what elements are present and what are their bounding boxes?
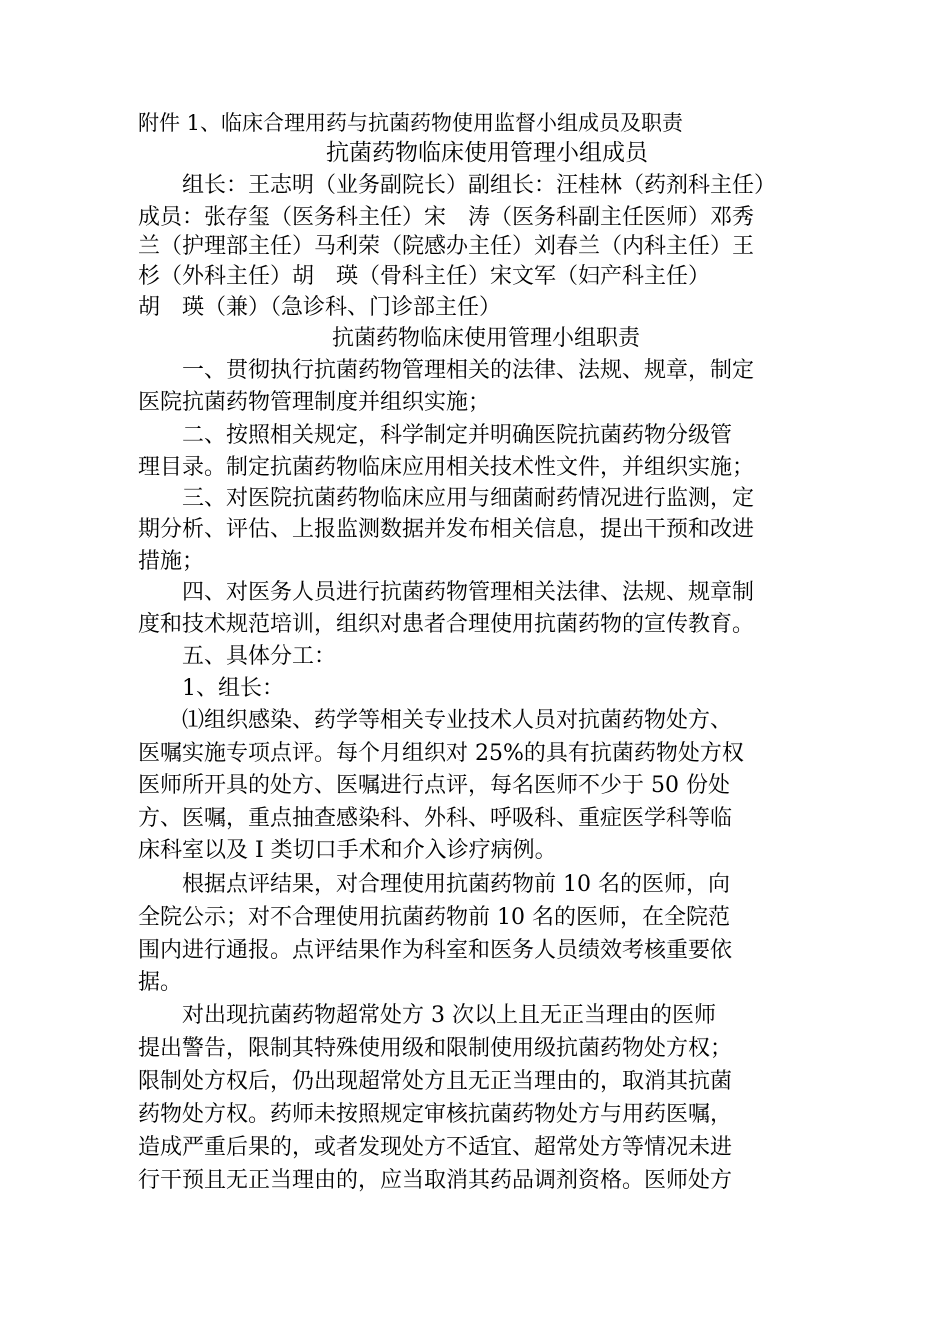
duty-line: 期分析、评估、上报监测数据并发布相关信息，提出干预和改进 <box>138 517 755 542</box>
members-line: 组长：王志明（业务副院长）副组长：汪桂林（药剂科主任） <box>182 173 777 198</box>
duty-line: 提出警告，限制其特殊使用级和限制使用级抗菌药物处方权； <box>138 1036 733 1061</box>
duty-line: 医嘱实施专项点评。每个月组织对 25%的具有抗菌药物处方权 <box>138 741 744 766</box>
duty-line: 四、对医务人员进行抗菌药物管理相关法律、法规、规章制 <box>182 580 755 605</box>
duty-line: 药物处方权。药师未按照规定审核抗菌药物处方与用药医嘱， <box>138 1102 733 1127</box>
members-line: 成员：张存玺（医务科主任）宋 涛（医务科副主任医师）邓秀 <box>138 205 755 230</box>
members-line: 胡 瑛（兼）（急诊科、门诊部主任） <box>138 295 502 320</box>
duty-line: 床科室以及 I 类切口手术和介入诊疗病例。 <box>138 838 557 863</box>
duty-line: 三、对医院抗菌药物临床应用与细菌耐药情况进行监测，定 <box>182 486 755 511</box>
duty-line: 度和技术规范培训，组织对患者合理使用抗菌药物的宣传教育。 <box>138 612 755 637</box>
members-line: 杉（外科主任）胡 瑛（骨科主任）宋文军（妇产科主任） <box>138 264 711 289</box>
duty-line: 措施； <box>138 549 205 574</box>
members-line: 兰（护理部主任）马利荣（院感办主任）刘春兰（内科主任）王 <box>138 234 755 259</box>
duty-line: 据。 <box>138 970 183 995</box>
duty-line: 二、按照相关规定，科学制定并明确医院抗菌药物分级管 <box>182 423 733 448</box>
duty-line: 行干预且无正当理由的，应当取消其药品调剂资格。医师处方 <box>138 1168 733 1193</box>
attachment-heading: 附件 1、临床合理用药与抗菌药物使用监督小组成员及职责 <box>138 111 684 135</box>
duties-title: 抗菌药物临床使用管理小组职责 <box>332 326 641 351</box>
duty-line: 方、医嘱，重点抽查感染科、外科、呼吸科、重症医学科等临 <box>138 806 733 831</box>
duty-line: 全院公示；对不合理使用抗菌药物前 10 名的医师，在全院范 <box>138 905 730 930</box>
duty-line: 对出现抗菌药物超常处方 3 次以上且无正当理由的医师 <box>182 1003 716 1028</box>
duty-line: 1、组长： <box>182 676 284 701</box>
duty-line: 限制处方权后，仍出现超常处方且无正当理由的，取消其抗菌 <box>138 1069 733 1094</box>
duty-line: 一、贯彻执行抗菌药物管理相关的法律、法规、规章，制定 <box>182 358 755 383</box>
duty-line: 造成严重后果的，或者发现处方不适宜、超常处方等情况未进 <box>138 1135 733 1160</box>
duty-line: 医院抗菌药物管理制度并组织实施； <box>138 390 491 415</box>
duty-line: ⑴组织感染、药学等相关专业技术人员对抗菌药物处方、 <box>182 708 733 733</box>
duty-line: 五、具体分工： <box>182 644 337 669</box>
members-title: 抗菌药物临床使用管理小组成员 <box>326 140 648 166</box>
duty-line: 围内进行通报。点评结果作为科室和医务人员绩效考核重要依 <box>138 938 733 963</box>
duty-line: 医师所开具的处方、医嘱进行点评，每名医师不少于 50 份处 <box>138 773 730 798</box>
duty-line: 根据点评结果，对合理使用抗菌药物前 10 名的医师，向 <box>182 872 730 897</box>
duty-line: 理目录。制定抗菌药物临床应用相关技术性文件，并组织实施； <box>138 455 755 480</box>
